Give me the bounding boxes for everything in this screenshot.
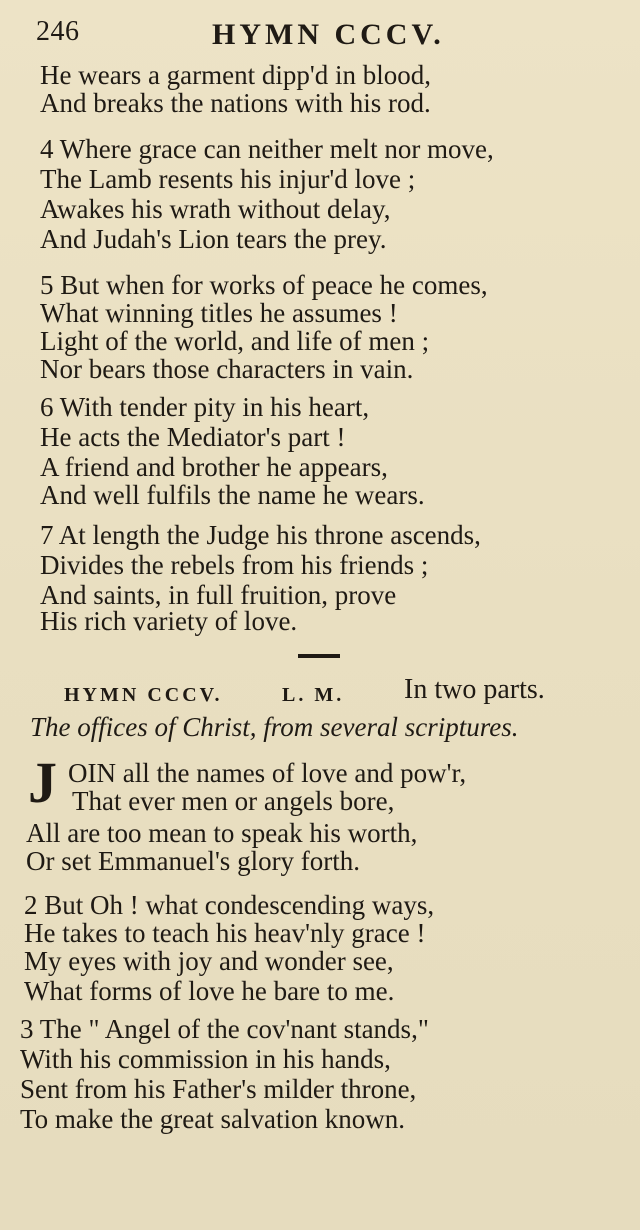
stanza-5-line: What winning titles he assumes !	[40, 298, 398, 328]
stanza-7-line: And saints, in full fruition, prove	[40, 580, 397, 610]
running-title: HYMN CCCV.	[212, 18, 445, 51]
hymn-stanza-2-line: He takes to teach his heav'nly grace !	[24, 918, 426, 948]
continued-line: And breaks the nations with his rod.	[40, 88, 431, 118]
stanza-4-line: Awakes his wrath without delay,	[40, 194, 391, 224]
hymn-stanza-3-line: With his commission in his hands,	[20, 1044, 391, 1074]
hymn-first-stanza-line: Or set Emmanuel's glory forth.	[26, 846, 361, 876]
hymn-meter: L. M.	[282, 684, 345, 706]
hymn-stanza-2-line: My eyes with joy and wonder see,	[24, 946, 394, 976]
drop-cap: J	[28, 750, 57, 815]
hymn-parts-note: In two parts.	[404, 674, 545, 705]
stanza-5-line: Light of the world, and life of men ;	[40, 326, 430, 356]
section-divider	[298, 654, 340, 658]
stanza-4-line: And Judah's Lion tears the prey.	[40, 224, 387, 254]
hymn-stanza-3-line: To make the great salvation known.	[20, 1104, 406, 1134]
hymn-heading	[64, 674, 616, 714]
hymn-stanza-3-line: 3 The " Angel of the cov'nant stands,"	[20, 1014, 429, 1044]
hymn-subtitle: The offices of Christ, from several scriptures.	[30, 712, 519, 742]
hymn-stanza-2-line: What forms of love he bare to me.	[24, 976, 395, 1006]
page-number: 246	[36, 16, 80, 47]
hymn-number: HYMN CCCV.	[64, 684, 223, 706]
stanza-4-line: 4 Where grace can neither melt nor move,	[40, 134, 494, 164]
stanza-4-line: The Lamb resents his injur'd love ;	[40, 164, 416, 194]
hymn-first-stanza-line: That ever men or angels bore,	[72, 786, 395, 816]
hymn-first-stanza-line: All are too mean to speak his worth,	[26, 818, 418, 848]
continued-line: He wears a garment dipp'd in blood,	[40, 60, 432, 90]
stanza-7-line: His rich variety of love.	[40, 606, 298, 636]
stanza-5-line: Nor bears those characters in vain.	[40, 354, 414, 384]
page-header	[36, 16, 616, 60]
hymn-stanza-2-line: 2 But Oh ! what condescending ways,	[24, 890, 435, 920]
stanza-6-line: And well fulfils the name he wears.	[40, 480, 425, 510]
stanza-6-line: A friend and brother he appears,	[40, 452, 388, 482]
stanza-7-line: 7 At length the Judge his throne ascends,	[40, 520, 481, 550]
hymn-first-stanza-line: OIN all the names of love and pow'r,	[68, 758, 467, 788]
stanza-7-line: Divides the rebels from his friends ;	[40, 550, 429, 580]
hymn-stanza-3-line: Sent from his Father's milder throne,	[20, 1074, 417, 1104]
stanza-6-line: 6 With tender pity in his heart,	[40, 392, 370, 422]
stanza-5-line: 5 But when for works of peace he comes,	[40, 270, 488, 300]
stanza-6-line: He acts the Mediator's part !	[40, 422, 346, 452]
